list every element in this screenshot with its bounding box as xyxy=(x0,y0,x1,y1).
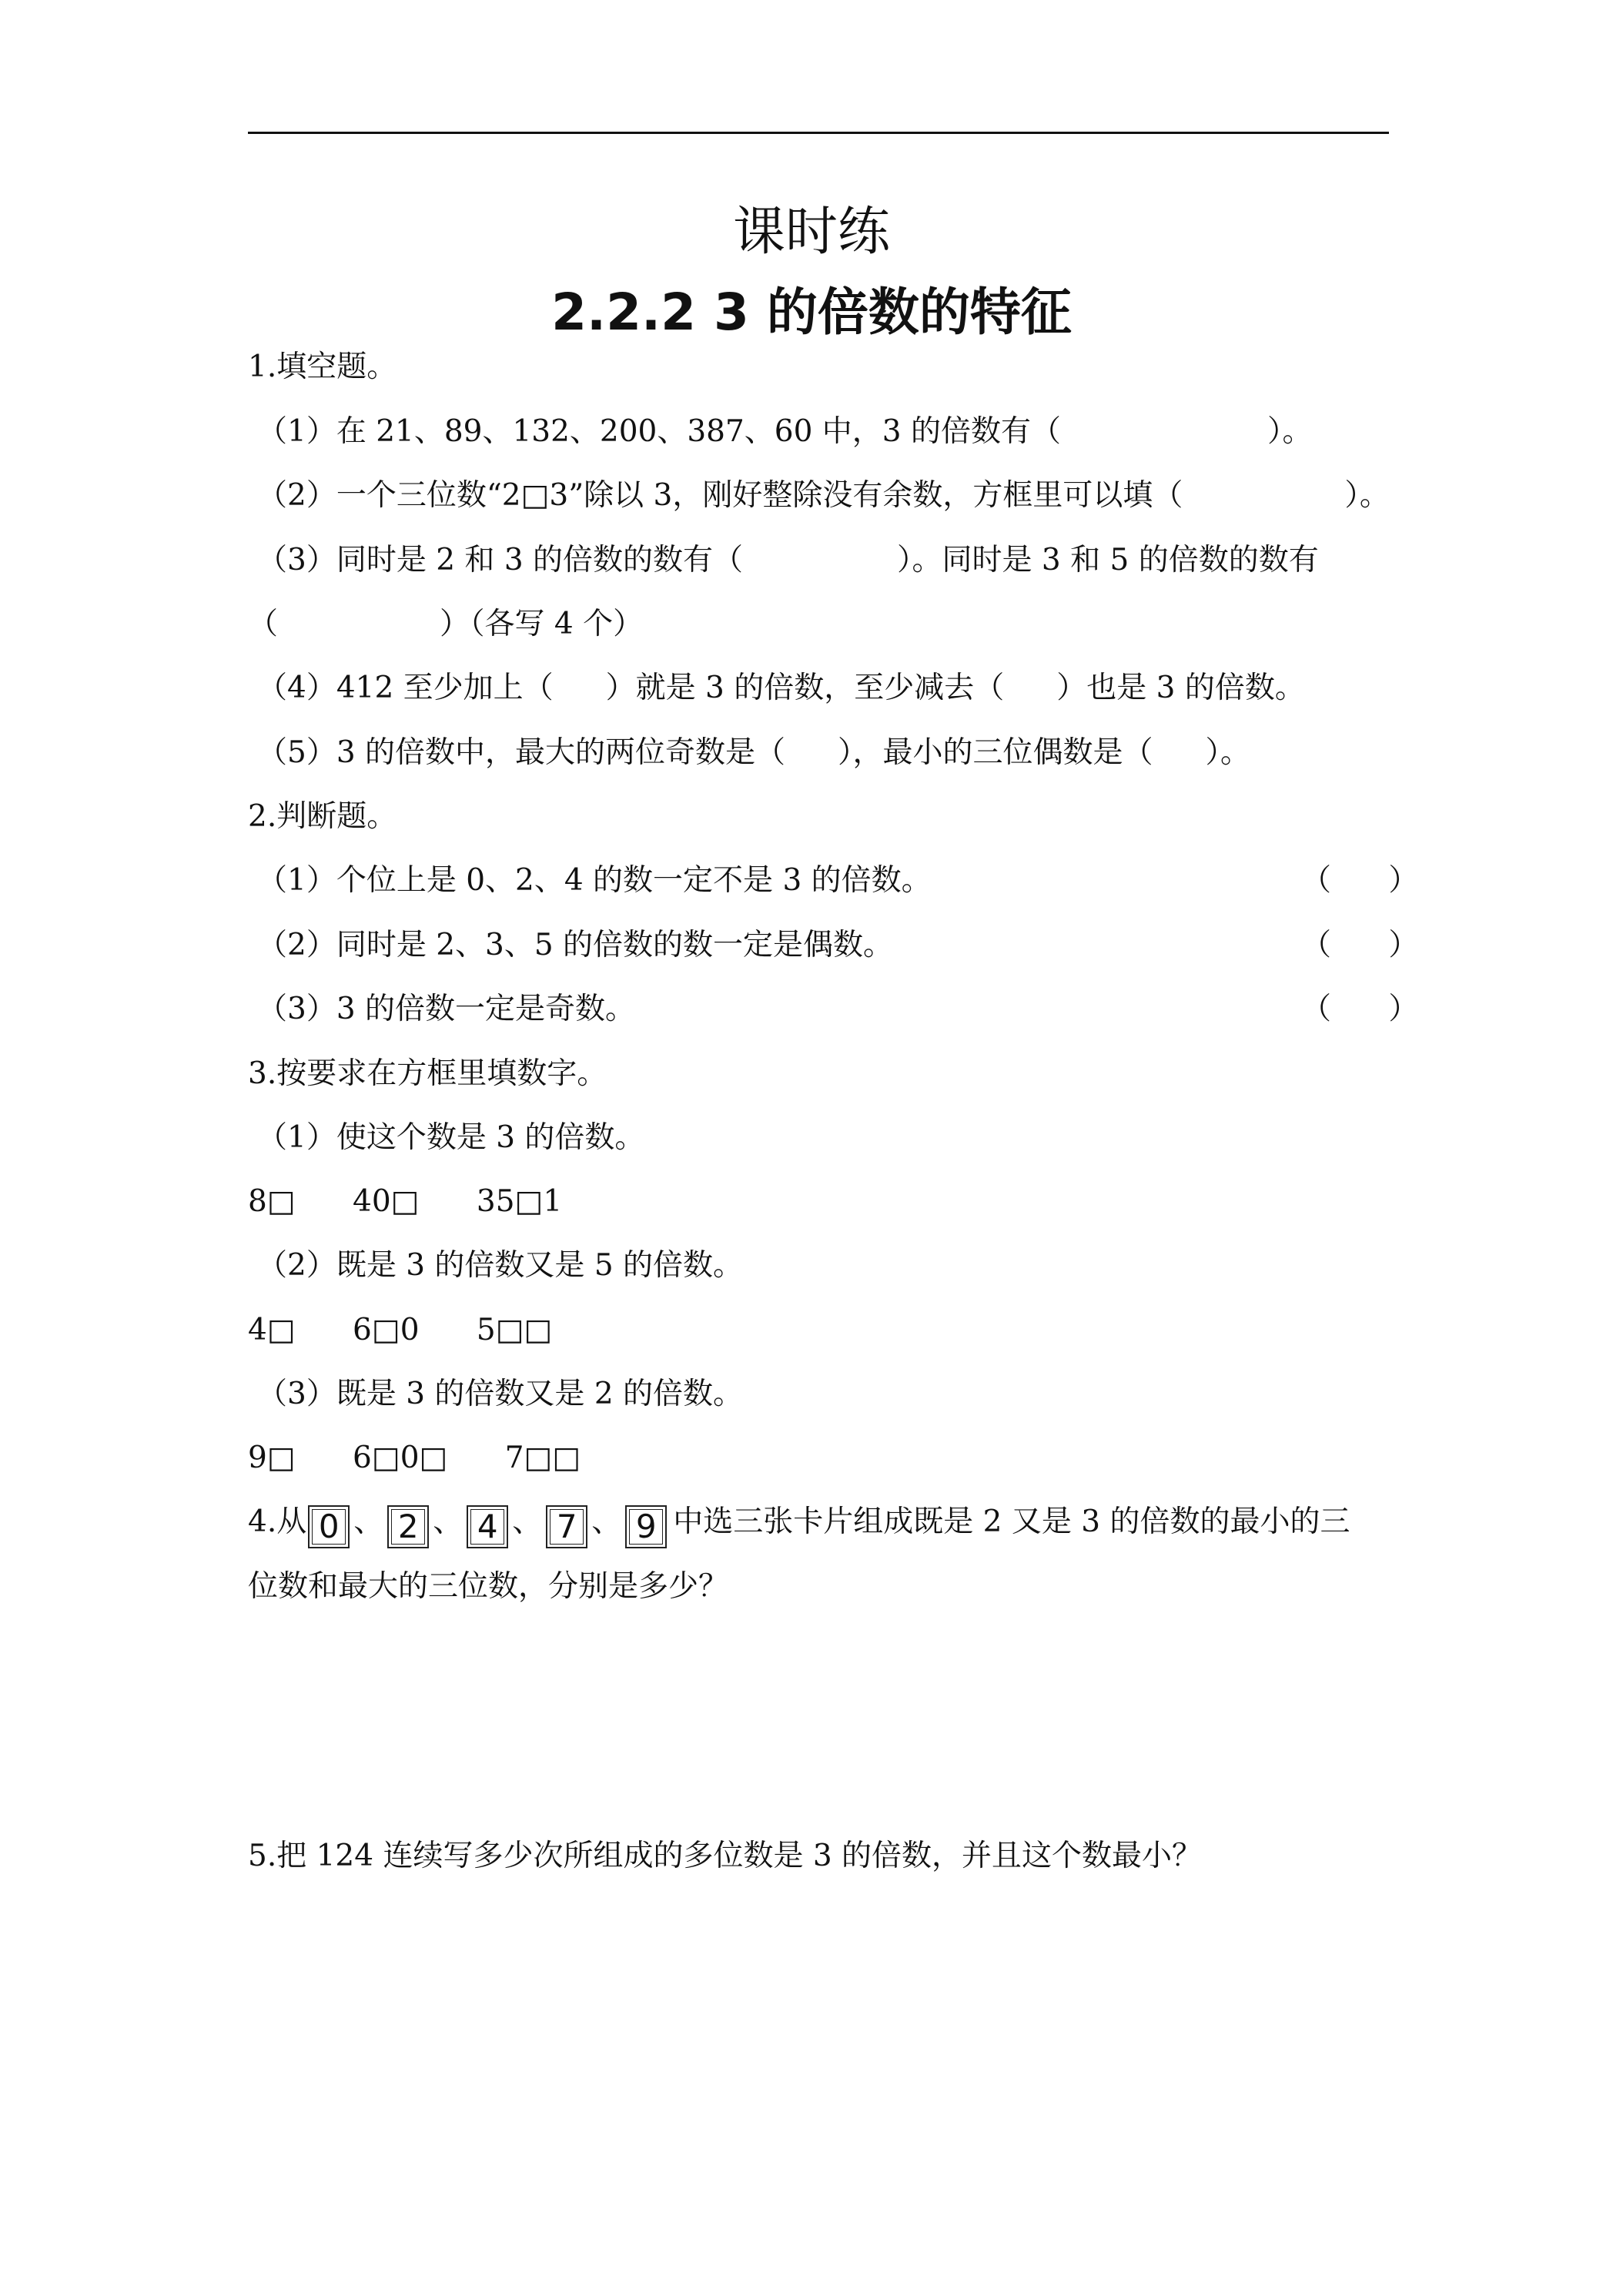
q2-item-1: （1）个位上是 0、2、4 的数一定不是 3 的倍数。 xyxy=(257,863,932,898)
q1-item-1: （1）在 21、89、132、200、387、60 中，3 的倍数有（ ）。 xyxy=(257,414,1313,449)
q1-item-3-cont: （ ）（各写 4 个） xyxy=(248,607,644,641)
q3-numbers-3[interactable]: 9□ 6□0□ 7□□ xyxy=(248,1441,581,1475)
q5-text: 5.把 124 连续写多少次所组成的多位数是 3 的倍数，并且这个数最小？ xyxy=(248,1839,1203,1873)
q3-numbers-2[interactable]: 4□ 6□0 5□□ xyxy=(248,1313,553,1347)
page-subtitle: 2.2.2 3 的倍数的特征 xyxy=(551,283,1072,342)
number-card: 4 xyxy=(467,1505,508,1548)
number-card: 7 xyxy=(546,1505,587,1548)
q1-item-2: （2）一个三位数“2□3”除以 3，刚好整除没有余数，方框里可以填（ ）。 xyxy=(257,478,1390,513)
q3-heading: 3.按要求在方框里填数字。 xyxy=(248,1056,607,1091)
q2-item-3: （3）3 的倍数一定是奇数。 xyxy=(257,992,636,1026)
number-card: 9 xyxy=(625,1505,667,1548)
q3-sub-1: （1）使这个数是 3 的倍数。 xyxy=(257,1120,645,1155)
judge-paren[interactable]: （ ） xyxy=(1301,928,1419,962)
number-card: 2 xyxy=(387,1505,429,1548)
q3-numbers-1[interactable]: 8□ 40□ 35□1 xyxy=(248,1184,563,1219)
q4-line-2: 位数和最大的三位数，分别是多少？ xyxy=(248,1569,729,1604)
q2-heading: 2.判断题。 xyxy=(248,799,397,834)
q1-item-3: （3）同时是 2 和 3 的倍数的数有（ ）。同时是 3 和 5 的倍数的数有 xyxy=(257,543,1319,577)
q4-line-1: 4.从 0 、 2 、 4 、 7 、 9 中选三张卡片组成既是 2 又是 3 的倍数的最小的三 xyxy=(248,1503,1350,1548)
q3-sub-2: （2）既是 3 的倍数又是 5 的倍数。 xyxy=(257,1248,744,1283)
header-rule xyxy=(248,132,1389,134)
judge-paren[interactable]: （ ） xyxy=(1301,992,1419,1026)
q3-sub-3: （3）既是 3 的倍数又是 2 的倍数。 xyxy=(257,1377,744,1411)
q1-heading: 1.填空题。 xyxy=(248,350,397,384)
q1-item-5: （5）3 的倍数中，最大的两位奇数是（ ），最小的三位偶数是（ ）。 xyxy=(257,735,1251,770)
page-title: 课时练 xyxy=(732,202,890,263)
q2-item-2: （2）同时是 2、3、5 的倍数的数一定是偶数。 xyxy=(257,928,894,962)
number-card: 0 xyxy=(308,1505,350,1548)
judge-paren[interactable]: （ ） xyxy=(1301,863,1419,898)
q1-item-4: （4）412 至少加上（ ）就是 3 的倍数，至少减去（ ）也是 3 的倍数。 xyxy=(257,671,1305,705)
